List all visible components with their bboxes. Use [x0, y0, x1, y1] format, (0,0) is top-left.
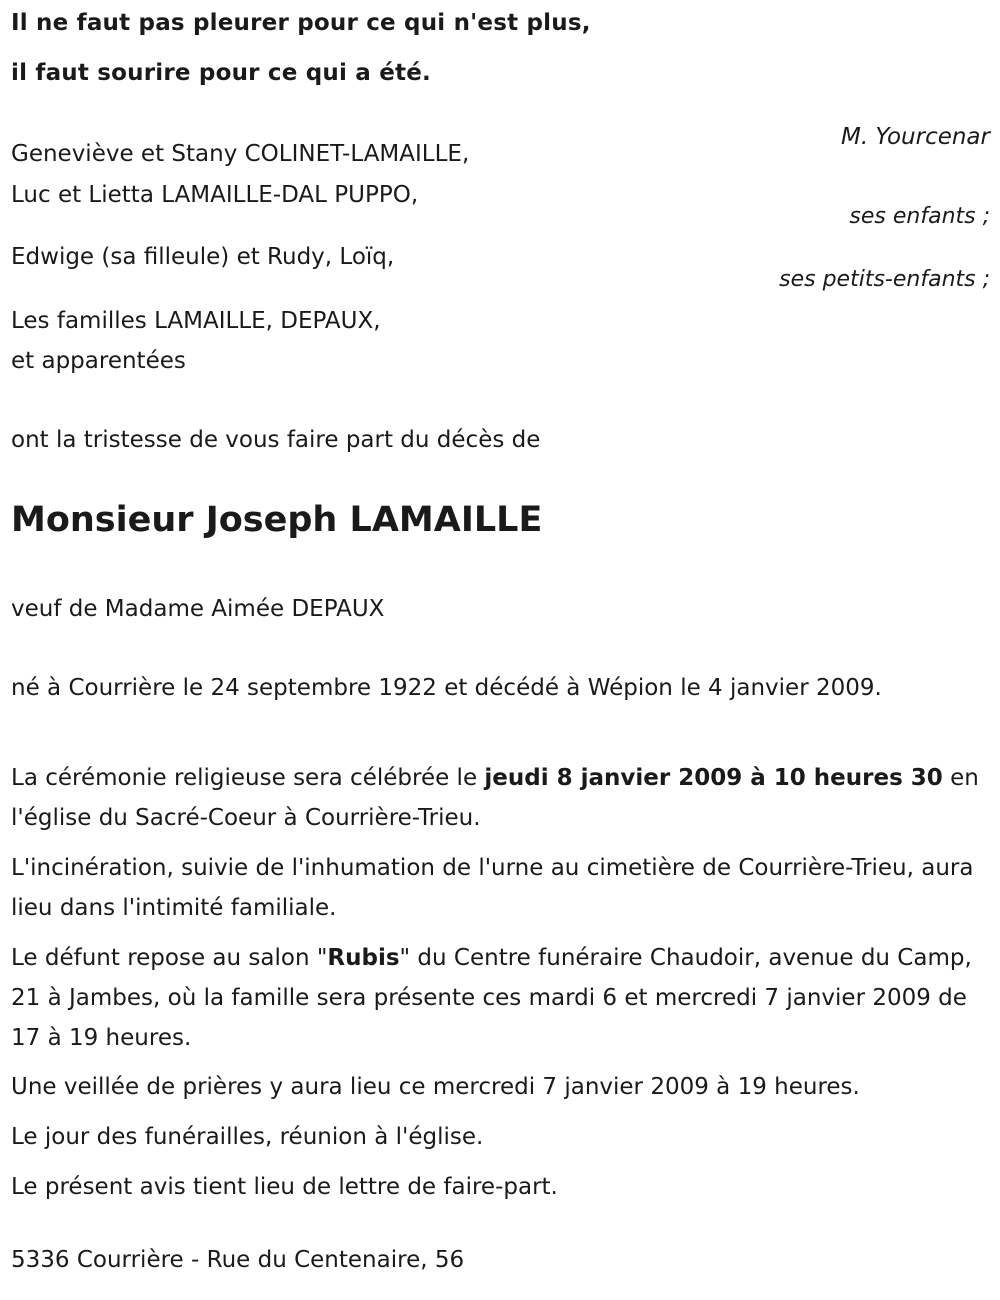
children-line-2: Luc et Lietta LAMAILLE-DAL PUPPO, — [11, 182, 419, 208]
vigil-paragraph: Une veillée de prières y aura lieu ce mercredi 7 janvier 2009 à 19 heures. — [11, 1074, 860, 1100]
rest-paragraph — [11, 938, 986, 1058]
rest-suffix: " du Centre funéraire Chaudoir, avenue du Camp, 21 à Jambes, où la famille sera présente ces mardi 6 et mercredi 7 janvier 2009 de 17 à 19 heures. — [11, 945, 972, 1051]
grandchildren-role: ses petits-enfants ; — [779, 267, 990, 292]
families-line-2: et apparentées — [11, 348, 186, 374]
quote-author: M. Yourcenar — [840, 124, 990, 150]
families-line-1: Les familles LAMAILLE, DEPAUX, — [11, 308, 381, 334]
ceremony-datetime: jeudi 8 janvier 2009 à 10 heures 30 — [484, 765, 943, 791]
quote-line-2: il faut sourire pour ce qui a été. — [11, 60, 431, 86]
deceased-name: Monsieur Joseph LAMAILLE — [11, 500, 543, 540]
grandchildren-line: Edwige (sa filleule) et Rudy, Loïq, — [11, 244, 395, 270]
children-line-1: Geneviève et Stany COLINET-LAMAILLE, — [11, 141, 470, 167]
notice-paragraph: Le présent avis tient lieu de lettre de faire-part. — [11, 1174, 558, 1200]
announcement: ont la tristesse de vous faire part du décès de — [11, 427, 541, 453]
ceremony-suffix: en l'église du Sacré-Coeur à Courrière-Trieu. — [11, 765, 979, 831]
children-role: ses enfants ; — [849, 204, 990, 229]
cremation-paragraph: L'incinération, suivie de l'inhumation de l'urne au cimetière de Courrière-Trieu, aura lieu dans l'intimité familiale. — [11, 855, 974, 921]
salon-name: Rubis — [327, 945, 400, 971]
address: 5336 Courrière - Rue du Centenaire, 56 — [11, 1247, 465, 1273]
ceremony-prefix: La cérémonie religieuse sera célébrée le — [11, 765, 485, 791]
meeting-paragraph: Le jour des funérailles, réunion à l'église. — [11, 1124, 484, 1150]
ceremony-paragraph — [11, 758, 986, 838]
rest-prefix: Le défunt repose au salon " — [11, 945, 328, 971]
birth-death-paragraph: né à Courrière le 24 septembre 1922 et décédé à Wépion le 4 janvier 2009. — [11, 675, 882, 701]
quote-line-1: Il ne faut pas pleurer pour ce qui n'est plus, — [11, 10, 591, 36]
widower-of: veuf de Madame Aimée DEPAUX — [11, 596, 385, 622]
